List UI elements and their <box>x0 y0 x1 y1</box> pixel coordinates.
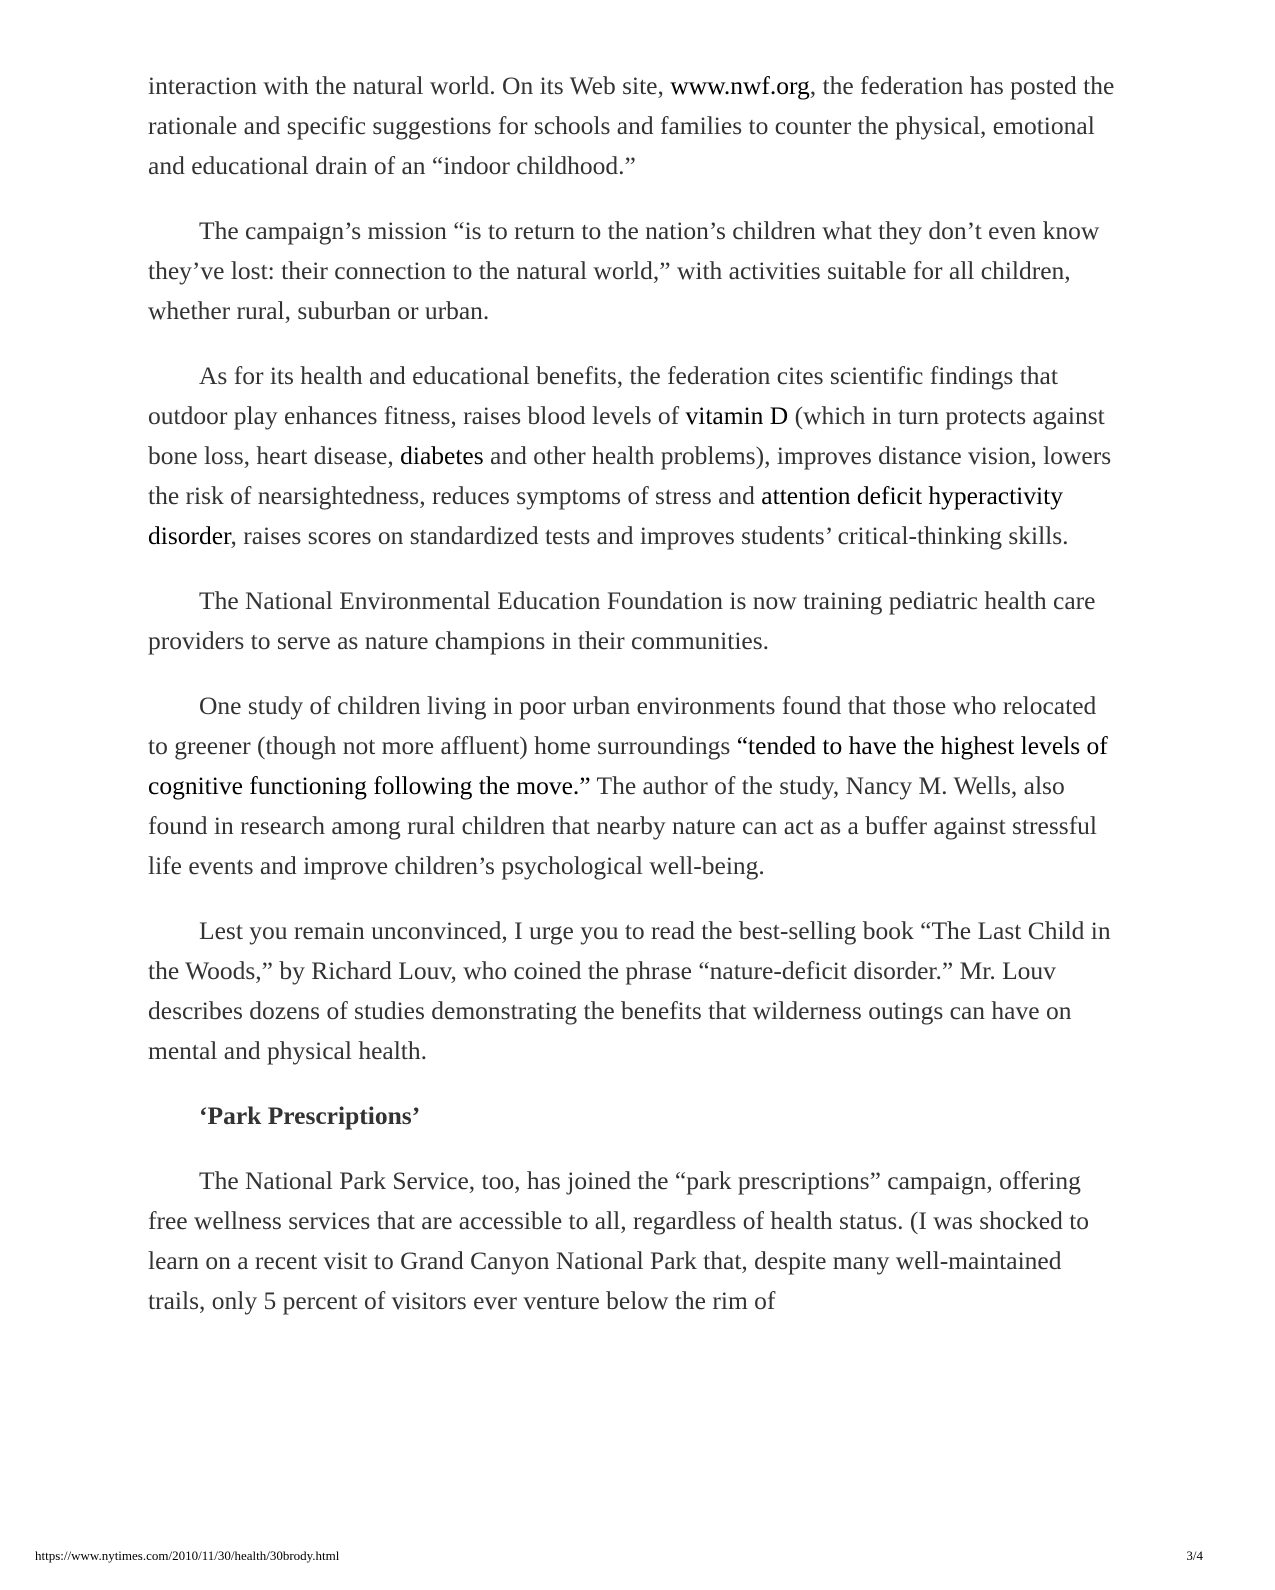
paragraph-text: The author of the study, Nancy M. Wells, also found in research among rural children that nearby nature can act as a buffer against stressful life events and improve children’s psychological well-being. <box>148 771 1098 880</box>
paragraph-text: As for its health and educational benefits, the federation cites scientific findings that outdoor play enhances fitness, raises blood levels of <box>148 361 1058 430</box>
link-adhd[interactable]: attention deficit hyperactivity disorder <box>148 481 1063 550</box>
paragraph-1 <box>148 66 1118 186</box>
article-body <box>148 66 1118 1346</box>
paragraph-6: Lest you remain unconvinced, I urge you to read the best-selling book “The Last Child in the Woods,” by Richard Louv, who coined the phrase “nature-deficit disorder.” Mr. Louv describes dozens of studies demonstrating the benefits that wilderness outings can have on mental and physical health. <box>148 916 1111 1065</box>
paragraph-2: The campaign’s mission “is to return to the nation’s children what they don’t even know they’ve lost: their connection to the natural world,” with activities suitable for all children, whether rural, suburban or urban. <box>148 216 1100 325</box>
print-footer <box>35 1548 1203 1564</box>
link-study-quote[interactable]: “tended to have the highest levels of cognitive functioning following the move.” <box>148 731 1108 800</box>
paragraph-text: , the federation has posted the rationale and specific suggestions for schools and families to counter the physical, emotional and educational drain of an “indoor childhood.” <box>148 71 1115 180</box>
paragraph-text: (which in turn protects against bone loss, heart disease, <box>148 401 1105 470</box>
link-vitamin-d[interactable]: vitamin D <box>685 401 789 430</box>
link-nwf[interactable]: www.nwf.org <box>670 71 810 100</box>
page-number: 3/4 <box>1186 1548 1203 1563</box>
paragraph-text: , raises scores on standardized tests and improves students’ critical-thinking skills. <box>230 521 1069 550</box>
paragraph-7: The National Park Service, too, has joined the “park prescriptions” campaign, offering free wellness services that are accessible to all, regardless of health status. (I was shocked to learn on a recent visit to Grand Canyon National Park that, despite many well-maintained trails, only 5 percent of visitors ever venture below the rim of <box>148 1166 1090 1315</box>
paragraph-5 <box>148 686 1118 886</box>
section-heading: ‘Park Prescriptions’ <box>199 1101 421 1130</box>
paragraph-4: The National Environmental Education Foundation is now training pediatric health care providers to serve as nature champions in their communities. <box>148 586 1096 655</box>
paragraph-text: and other health problems), improves distance vision, lowers the risk of nearsightedness, reduces symptoms of stress and <box>148 441 1112 510</box>
paragraph-text: One study of children living in poor urban environments found that those who relocated to greener (though not more affluent) home surroundings <box>148 691 1097 760</box>
link-diabetes[interactable]: diabetes <box>400 441 484 470</box>
footer-url: https://www.nytimes.com/2010/11/30/health/30brody.html <box>35 1548 340 1563</box>
paragraph-text: interaction with the natural world. On its Web site, <box>148 71 671 100</box>
paragraph-3 <box>148 356 1118 556</box>
